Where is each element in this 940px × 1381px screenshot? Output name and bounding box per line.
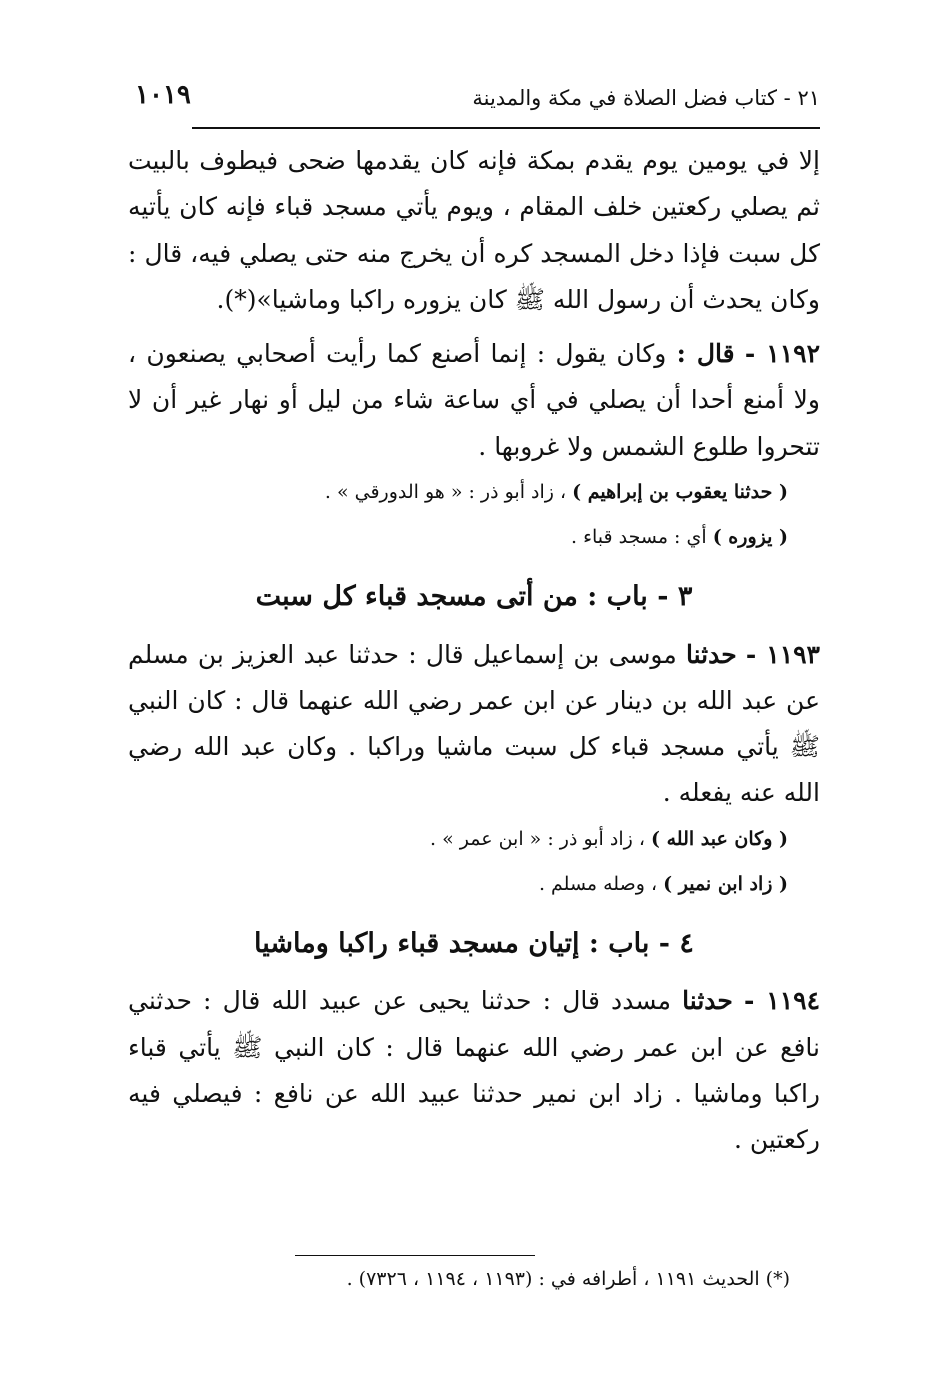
note-text: ، زاد أبو ذر : « ابن عمر » .: [430, 827, 645, 850]
page-number: ١٠١٩: [135, 80, 191, 110]
header-rule: [192, 127, 820, 129]
commentary-note: [128, 817, 820, 863]
hadith-text: مسدد قال : حدثنا يحيى عن عبيد الله قال : حدثني نافع عن ابن عمر رضي الله عنهما قال : كان النبي ﷺ يأتي قباء راكبا وماشيا . زاد ابن نمير حدثنا عبيد الله عن نافع : فيصلي فيه ركعتين .: [128, 986, 820, 1155]
hadith-number: ١١٩٣ -: [745, 639, 820, 669]
hadith-1192: [128, 331, 820, 470]
hadith-number: ١١٩٤ -: [744, 986, 820, 1016]
commentary-note: [128, 515, 820, 561]
footnote: (*) الحديث ١١٩١ ، أطرافه في : (١١٩٣ ، ١١٩٤ ، ٧٣٢٦) .: [346, 1268, 790, 1290]
note-term: ( زاد ابن نمير ): [663, 873, 788, 896]
commentary-note: [128, 862, 820, 908]
hadith-lead: حدثنا: [682, 986, 733, 1016]
paragraph-continuation: إلا في يومين يوم يقدم بمكة فإنه كان يقدمها ضحى فيطوف بالبيت ثم يصلي ركعتين خلف المقام ، ويوم يأتي مسجد قباء فإنه كان يأتيه كل سبت فإذا دخل المسجد كره أن يخرج منه حتى يصلي فيه، قال : وكان يحدث أن رسول الله ﷺ كان يزوره راكبا وماشيا»(*).: [128, 146, 820, 314]
chapter-heading: ٤ - باب : إتيان مسجد قباء راكبا وماشيا: [254, 927, 694, 959]
note-term: ( وكان عبد الله ): [651, 827, 788, 850]
hadith-text: موسى بن إسماعيل قال : حدثنا عبد العزيز بن مسلم عن عبد الله بن دينار عن ابن عمر رضي الله عنهما قال : كان النبي ﷺ يأتي مسجد قباء كل سبت ماشيا وراكبا . وكان عبد الله رضي الله عنه يفعله .: [128, 639, 820, 808]
hadith-lead: حدثنا: [685, 639, 737, 669]
hadith-text: وكان يقول : إنما أصنع كما رأيت أصحابي يصنعون ، ولا أمنع أحدا أن يصلي في أي ساعة شاء من ليل أو نهار غير أن لا تتحروا طلوع الشمس ولا غروبها .: [128, 339, 820, 461]
hadith-lead: قال :: [676, 339, 735, 368]
commentary-note: [128, 470, 820, 516]
note-text: ، وصله مسلم .: [538, 873, 658, 896]
hadith-number: ١١٩٢ -: [744, 339, 820, 368]
running-title: ٢١ - كتاب فضل الصلاة في مكة والمدينة: [472, 86, 820, 110]
footnote-rule: [295, 1255, 535, 1256]
note-term: ( حدثنا يعقوب بن إبراهيم ): [572, 480, 788, 503]
page-content: [128, 138, 820, 1163]
note-term: ( يزوره ): [712, 526, 788, 549]
chapter-heading: ٣ - باب : من أتى مسجد قباء كل سبت: [255, 580, 693, 612]
hadith-1194: [128, 978, 820, 1163]
note-text: أي : مسجد قباء .: [571, 526, 707, 549]
hadith-1193: [128, 632, 820, 817]
page-header: [135, 80, 820, 124]
note-text: ، زاد أبو ذر : « هو الدورقي » .: [324, 480, 567, 503]
